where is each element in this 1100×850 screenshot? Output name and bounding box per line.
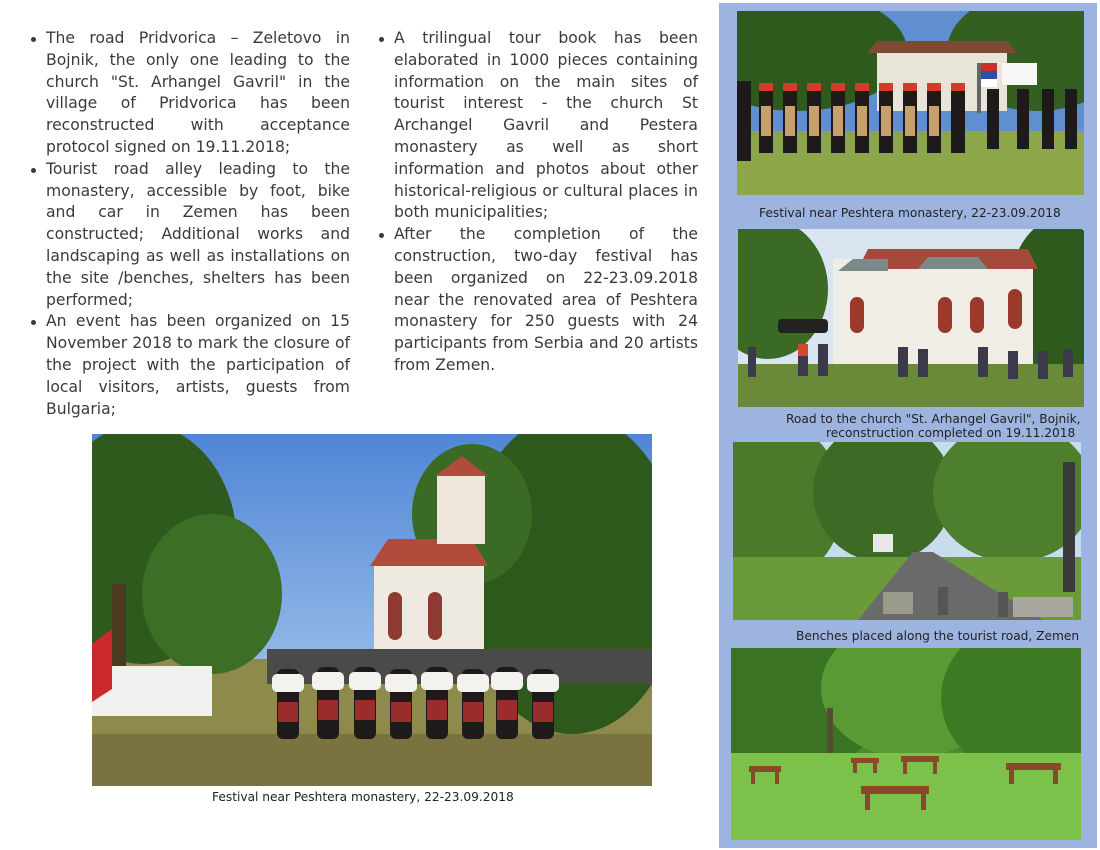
- left-bullet-list: [26, 28, 350, 420]
- bullet-item: Tourist road alley leading to the monastery, accessible by foot, bike and car in Zemen has been constructed; Additional works and landscaping as well as installations on the site /benches, shelters has been performed;: [26, 159, 350, 312]
- sidebar-photo-1-caption: Festival near Peshtera monastery, 22-23.09.2018: [759, 206, 1061, 220]
- sidebar-photo-2-caption: reconstruction completed on 19.11.2018: [826, 426, 1076, 440]
- church-bojnik-photo: [738, 229, 1084, 407]
- festival-sidebar-photo: [737, 11, 1084, 195]
- main-photo-caption: Festival near Peshtera monastery, 22-23.09.2018: [212, 790, 514, 804]
- bullet-item: A trilingual tour book has been elaborated in 1000 pieces containing information on the main sites of tourist interest - the church St Archangel Gavril and Pestera monastery as well as short information and photos about other historical-religious or cultural places in both municipalities;: [374, 28, 698, 224]
- bullet-item: The road Pridvorica – Zeletovo in Bojnik, the only one leading to the church "St. Arhangel Gavril" in the village of Pridvorica has been reconstructed with acceptance protocol signed on 19.11.2018;: [26, 28, 350, 159]
- benches-photo: [731, 648, 1081, 840]
- sidebar-photo-3-caption: Benches placed along the tourist road, Zemen: [796, 629, 1080, 643]
- tourist-road-photo: [733, 442, 1081, 620]
- bullet-item: An event has been organized on 15 November 2018 to mark the closure of the project with the participation of local visitors, artists, guests from Bulgaria;: [26, 311, 350, 420]
- festival-main-photo: [92, 434, 652, 786]
- sidebar-photo-2-caption: Road to the church "St. Arhangel Gavril", Bojnik,: [786, 412, 1081, 426]
- bullet-item: After the completion of the construction, two-day festival has been organized on 22-23.09.2018 near the renovated area of Peshtera monastery for 250 guests with 24 participants from Serbia and 20 artists from Zemen.: [374, 224, 698, 377]
- middle-bullet-list: [374, 28, 698, 377]
